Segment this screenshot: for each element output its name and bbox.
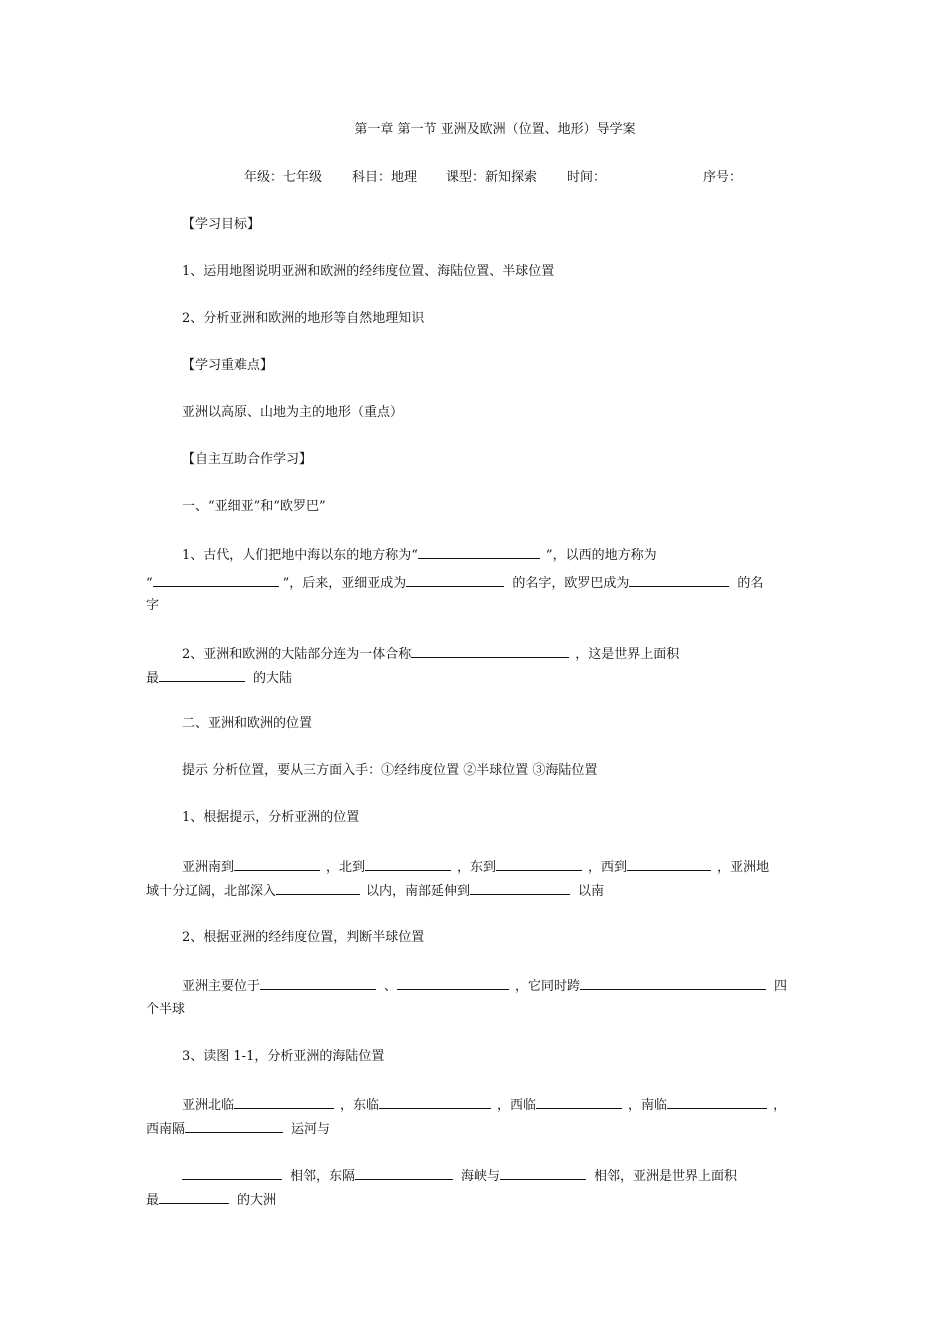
p2q1-text-f: 域十分辽阔，北部深入 — [146, 884, 277, 899]
p2q3-text-h: 相邻，东隔 — [290, 1169, 356, 1184]
answer-blank[interactable] — [470, 882, 570, 895]
q1-text-b: ”，以西的地方称为 — [545, 548, 657, 563]
p2q2-text-b: 、 — [384, 979, 398, 994]
key-heading: 【学习重难点】 — [182, 358, 274, 373]
answer-blank[interactable] — [234, 1096, 334, 1109]
answer-blank[interactable] — [234, 858, 320, 871]
grade-field: 年级：七年级 — [244, 170, 323, 185]
answer-blank[interactable] — [500, 1167, 586, 1180]
p2q3-text-d: ，南临 — [628, 1098, 668, 1113]
p2q3-text-b: ，东临 — [340, 1098, 380, 1113]
question-1-line-1 — [182, 546, 657, 564]
answer-blank[interactable] — [182, 1167, 282, 1180]
p2q1-text-b: ，北到 — [326, 860, 366, 875]
answer-blank[interactable] — [159, 1191, 229, 1204]
answer-blank[interactable] — [260, 977, 376, 990]
p2q3-text-f: 西南隔 — [146, 1122, 186, 1137]
part2-question-3: 3、读图 1-1，分析亚洲的海陆位置 — [182, 1049, 385, 1064]
answer-blank[interactable] — [406, 574, 504, 587]
answer-blank[interactable] — [418, 546, 540, 559]
answer-blank[interactable] — [536, 1096, 622, 1109]
q1-text-g: 字 — [146, 598, 160, 613]
part2-question-2: 2、根据亚洲的经纬度位置，判断半球位置 — [182, 930, 425, 945]
answer-blank[interactable] — [411, 645, 569, 658]
q1-text-c: “ — [146, 576, 153, 591]
p2q3-text-i: 海峡与 — [461, 1169, 501, 1184]
number-field: 序号： — [703, 170, 743, 185]
question-1-line-2 — [146, 574, 763, 592]
part2-q3-line-2 — [146, 1120, 330, 1138]
answer-blank[interactable] — [496, 858, 582, 871]
p2q3-text-e: ， — [773, 1098, 787, 1113]
coop-heading: 【自主互助合作学习】 — [182, 452, 313, 467]
lesson-type-field: 课型：新知探索 — [446, 170, 538, 185]
answer-blank[interactable] — [627, 858, 711, 871]
p2q1-text-h: 以南 — [578, 884, 605, 899]
answer-blank[interactable] — [397, 977, 509, 990]
q1-text-f: 的名 — [737, 576, 764, 591]
p2q2-text-d: 四 — [774, 979, 788, 994]
question-2-line-2 — [146, 669, 292, 687]
q1-text-a: 1、古代，人们把地中海以东的地方称为“ — [182, 548, 418, 563]
answer-blank[interactable] — [580, 977, 766, 990]
q2-text-d: 的大陆 — [253, 671, 293, 686]
answer-blank[interactable] — [159, 669, 245, 682]
answer-blank[interactable] — [667, 1096, 767, 1109]
objective-2: 2、分析亚洲和欧洲的地形等自然地理知识 — [182, 311, 425, 326]
objective-1: 1、运用地图说明亚洲和欧洲的经纬度位置、海陆位置、半球位置 — [182, 264, 555, 279]
time-field: 时间： — [567, 170, 607, 185]
part2-q1-line-1 — [182, 858, 769, 876]
p2q3-text-l: 的大洲 — [237, 1193, 277, 1208]
p2q3-text-k: 最 — [146, 1193, 160, 1208]
page-title: 第一章 第一节 亚洲及欧洲（位置、地形）导学案 — [354, 122, 636, 137]
question-2-line-1 — [182, 645, 679, 663]
objectives-heading: 【学习目标】 — [182, 217, 261, 232]
part2-question-1: 1、根据提示，分析亚洲的位置 — [182, 810, 360, 825]
q1-text-d: ”，后来，亚细亚成为 — [282, 576, 407, 591]
p2q2-text-a: 亚洲主要位于 — [182, 979, 261, 994]
p2q3-text-g: 运河与 — [291, 1122, 331, 1137]
key-point-1: 亚洲以高原、山地为主的地形（重点） — [182, 405, 404, 420]
answer-blank[interactable] — [185, 1120, 283, 1133]
answer-blank[interactable] — [379, 1096, 491, 1109]
q2-text-a: 2、亚洲和欧洲的大陆部分连为一体合称 — [182, 647, 412, 662]
subject-field: 科目：地理 — [352, 170, 418, 185]
answer-blank[interactable] — [153, 574, 279, 587]
q2-text-c: 最 — [146, 671, 160, 686]
p2q3-text-a: 亚洲北临 — [182, 1098, 235, 1113]
part2-q1-line-2 — [146, 882, 604, 900]
answer-blank[interactable] — [355, 1167, 453, 1180]
part2-q2-line-1 — [182, 977, 787, 995]
answer-blank[interactable] — [365, 858, 451, 871]
p2q2-text-c: ，它同时跨 — [515, 979, 581, 994]
p2q1-text-d: ，西到 — [588, 860, 628, 875]
p2q2-text-e: 个半球 — [146, 1002, 186, 1017]
p2q3-text-c: ，西临 — [497, 1098, 537, 1113]
part1-title: 一、“亚细亚”和“欧罗巴” — [182, 499, 326, 514]
q1-text-e: 的名字，欧罗巴成为 — [512, 576, 630, 591]
part2-q3-line-1 — [182, 1096, 786, 1114]
q2-text-b: ，这是世界上面积 — [575, 647, 680, 662]
answer-blank[interactable] — [629, 574, 729, 587]
p2q1-text-c: ，东到 — [457, 860, 497, 875]
p2q3-text-j: 相邻，亚洲是世界上面积 — [594, 1169, 738, 1184]
answer-blank[interactable] — [276, 882, 360, 895]
p2q1-text-e: ，亚洲地 — [717, 860, 770, 875]
p2q1-text-a: 亚洲南到 — [182, 860, 235, 875]
part2-q3-line-3 — [182, 1167, 737, 1185]
hint-text: 提示 分析位置，要从三方面入手：①经纬度位置 ②半球位置 ③海陆位置 — [182, 763, 598, 778]
part2-title: 二、亚洲和欧洲的位置 — [182, 716, 313, 731]
p2q1-text-g: 以内，南部延伸到 — [366, 884, 471, 899]
part2-q3-line-4 — [146, 1191, 276, 1209]
